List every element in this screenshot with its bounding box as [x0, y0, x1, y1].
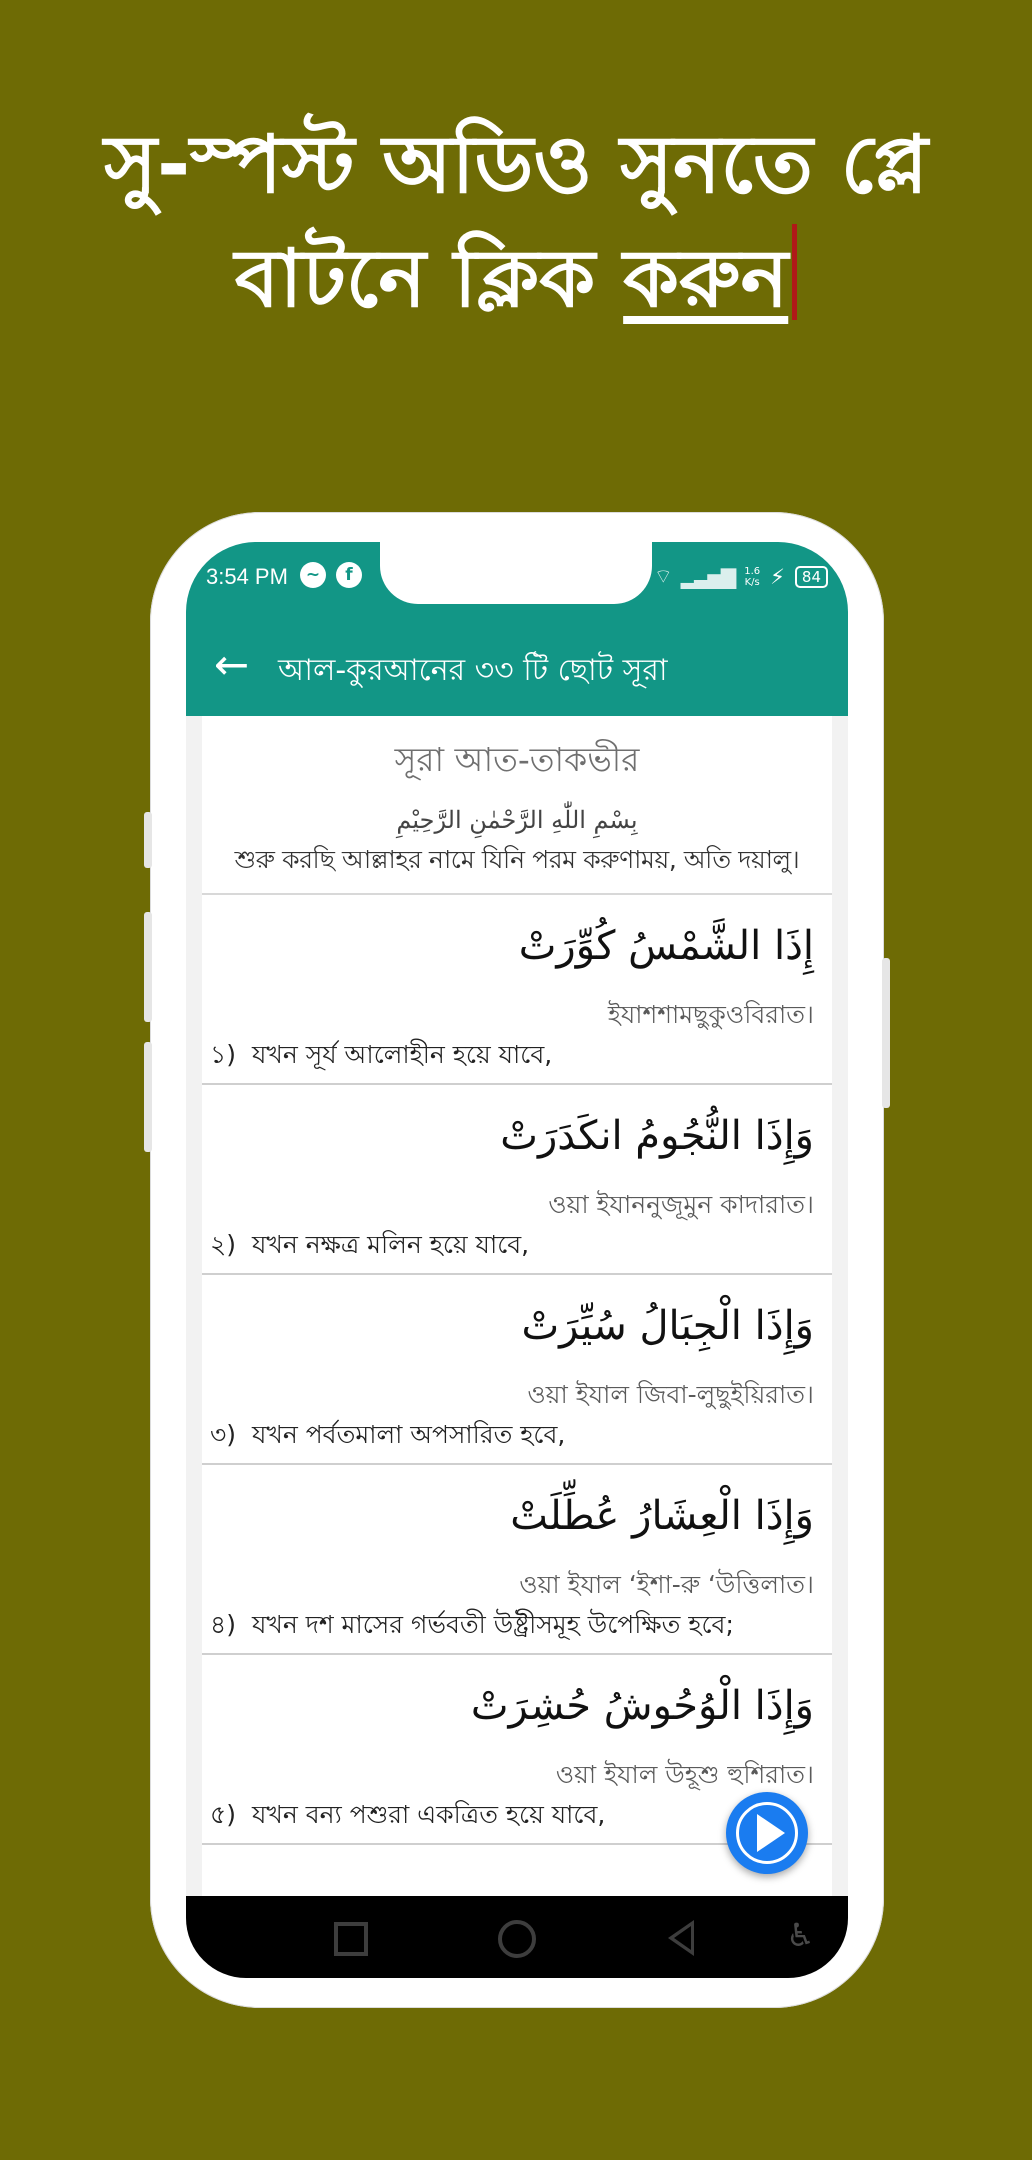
ayah-translation-text: যখন নক্ষত্র মলিন হয়ে যাবে,	[252, 1230, 530, 1259]
promo-line-2-underlined: করুন	[623, 232, 789, 325]
back-icon[interactable]	[668, 1920, 694, 1956]
play-icon	[757, 1814, 785, 1852]
ayah-translation	[210, 1605, 734, 1648]
promo-line-2	[40, 222, 992, 336]
surah-header	[202, 716, 832, 895]
facebook-icon: f	[336, 562, 362, 588]
phone-side-button	[144, 1042, 152, 1152]
signal-icon: ▂▃▅▇	[680, 564, 735, 589]
phone-side-button	[144, 912, 152, 1022]
ayah-item[interactable]	[202, 895, 832, 1085]
ayah-translation-text: যখন সূর্য আলোহীন হয়ে যাবে,	[252, 1040, 553, 1069]
ayah-arabic: وَإِذَا الْجِبَالُ سُيِّرَتْ	[521, 1303, 814, 1349]
camera-notch	[380, 542, 652, 604]
network-speed: 1.6 K/s	[744, 565, 761, 588]
promo-line-2-prefix: বাটনে ক্লিক	[234, 232, 624, 325]
ayah-translation	[210, 1225, 529, 1268]
ayah-transliteration: ওয়া ইযাল ‘ইশা-রু ‘উত্তিলাত।	[519, 1570, 814, 1599]
status-time: 3:54 PM	[206, 564, 288, 589]
bismillah-meaning: শুরু করছি আল্লাহর নামে যিনি পরম করুণাময়, অতি দয়ালু।	[234, 845, 800, 874]
recent-apps-icon[interactable]	[334, 1922, 368, 1956]
ayah-translation-text: যখন দশ মাসের গর্ভবতী উষ্ট্রীসমূহ উপেক্ষিত হবে;	[252, 1610, 734, 1639]
ayah-number: ১)	[210, 1040, 236, 1069]
ayah-number: ৩)	[210, 1420, 237, 1449]
ayah-translation	[210, 1035, 552, 1078]
battery-icon: 84	[795, 566, 828, 588]
surah-content[interactable]	[202, 716, 832, 1896]
messenger-icon: ~	[300, 562, 326, 588]
promo-line-1: সু-স্পস্ট অডিও সুনতে প্লে	[104, 118, 928, 211]
arrow-left-icon[interactable]: ←	[214, 640, 250, 689]
ayah-translation	[210, 1795, 605, 1838]
wifi-icon: ⌔	[653, 564, 671, 588]
ayah-translation-text: যখন বন্য পশুরা একত্রিত হয়ে যাবে,	[252, 1800, 606, 1829]
promo-heading	[40, 108, 992, 336]
charging-icon: ⚡	[770, 564, 785, 589]
ayah-arabic: وَإِذَا الْعِشَارُ عُطِّلَتْ	[510, 1493, 814, 1539]
ayah-item[interactable]	[202, 1465, 832, 1655]
ayah-transliteration: ওয়া ইযাননুজূমুন কাদারাত।	[548, 1190, 814, 1219]
status-bar	[186, 542, 848, 618]
ayah-arabic: وَإِذَا النُّجُومُ انكَدَرَتْ	[500, 1113, 814, 1159]
text-caret	[792, 224, 797, 320]
play-audio-button[interactable]	[726, 1792, 808, 1874]
ayah-transliteration: ওয়া ইযাল উহূশু হুশিরাত।	[555, 1760, 814, 1789]
status-icons	[654, 564, 828, 589]
ayah-translation-text: যখন পর্বতমালা অপসারিত হবে,	[252, 1420, 566, 1449]
ayah-item[interactable]	[202, 1085, 832, 1275]
ayah-transliteration: ইযাশশামছুকুওবিরাত।	[607, 1000, 814, 1029]
system-nav-bar	[186, 1896, 848, 1978]
phone-power-button	[882, 958, 890, 1108]
ayah-translation	[210, 1415, 565, 1458]
app-bar	[186, 618, 848, 716]
bismillah-arabic: بِسْمِ اللّٰهِ الرَّحْمٰنِ الرَّحِيْمِ	[396, 806, 638, 834]
ayah-arabic: إِذَا الشَّمْسُ كُوِّرَتْ	[518, 923, 814, 969]
phone-mockup	[150, 512, 884, 2008]
phone-side-button	[144, 812, 152, 868]
ayah-arabic: وَإِذَا الْوُحُوشُ حُشِرَتْ	[470, 1683, 814, 1729]
ayah-number: ৫)	[210, 1800, 236, 1829]
ayah-transliteration: ওয়া ইযাল জিবা-লুছুইয়িরাত।	[527, 1380, 814, 1409]
home-icon[interactable]	[498, 1920, 536, 1958]
ayah-item[interactable]	[202, 1275, 832, 1465]
ayah-number: ২)	[210, 1230, 237, 1259]
accessibility-icon[interactable]: ♿	[786, 1916, 815, 1954]
app-bar-title: আল-কুরআনের ৩৩ টি ছোট সূরা	[278, 653, 668, 688]
ayah-number: ৪)	[210, 1610, 236, 1639]
phone-screen	[186, 542, 848, 1978]
surah-title: সূরা আত-তাকভীর	[394, 740, 640, 779]
